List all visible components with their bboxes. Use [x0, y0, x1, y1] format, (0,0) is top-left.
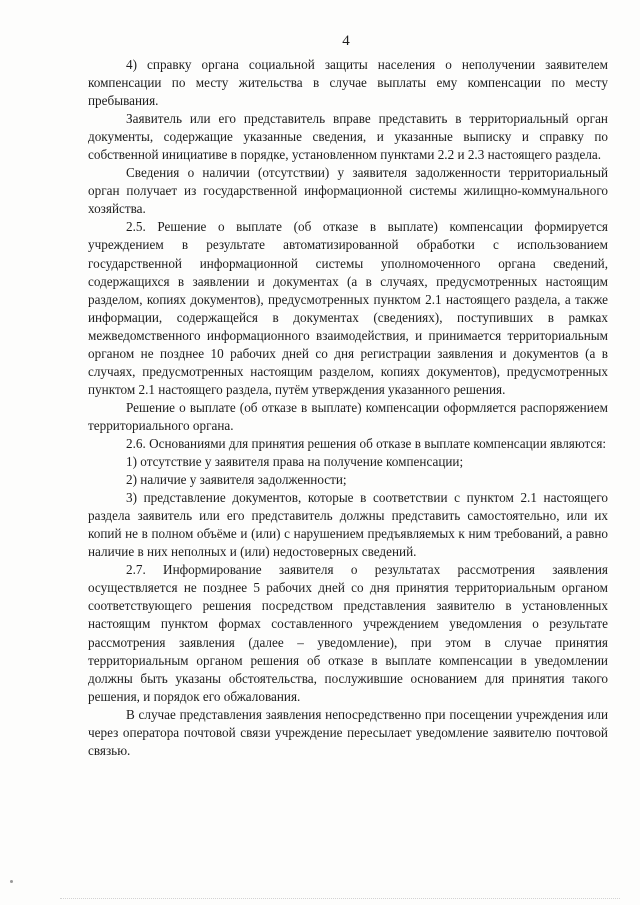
- paragraph-2-6: 2.6. Основаниями для принятия решения об отказе в выплате компенсации являются:: [126, 435, 607, 451]
- list-item-3: 3) представление документов, которые в соответствии с пунктом 2.1 настоящего раздела заявитель или его представитель должны представить самостоятельно, или их копий не в полном объёме и (или) с нарушением предъявляемых к ним требований, а равно наличие в них неполных и (или) недостоверных сведений.: [88, 490, 608, 560]
- paragraph-decision-order: Решение о выплате (об отказе в выплате) компенсации оформляется распоряжением территориального органа.: [88, 399, 608, 433]
- paragraph-item-4: 4) справку органа социальной защиты населения о неполучении заявителем компенсации по месту жительства в случае выплаты ему компенсации по месту пребывания.: [88, 57, 608, 109]
- paragraph-2-7: 2.7. Информирование заявителя о результатах рассмотрения заявления осуществляется не позднее 5 рабочих дней со дня принятия территориальным органом соответствующего решения посредством представления заявителю в установленных настоящим пунктом формах составленного учреждением уведомления о результате рассмотрения заявления (далее – уведомление), при этом в случае принятия территориальным органом решения об отказе в выплате компенсации в уведомлении должны быть указаны обстоятельства, послужившие основанием для принятия такого решения, и порядок его обжалования.: [88, 562, 608, 704]
- document-body: [88, 56, 608, 760]
- paragraph-postal-notice: В случае представления заявления непосредственно при посещении учреждения или через оператора почтовой связи учреждение пересылает уведомление заявителю почтовой связью.: [88, 706, 608, 758]
- paragraph-applicant-right: Заявитель или его представитель вправе представить в территориальный орган документы, содержащие указанные сведения, и указанные выписку и справку по собственной инициативе в порядке, установленном пунктами 2.2 и 2.3 настоящего раздела.: [88, 111, 608, 163]
- scan-artifact-line: [60, 896, 620, 899]
- page-number: 4: [342, 33, 350, 49]
- scan-mark: [10, 880, 13, 883]
- list-item-1: 1) отсутствие у заявителя права на получение компенсации;: [126, 454, 464, 470]
- list-item-2: 2) наличие у заявителя задолженности;: [126, 472, 347, 488]
- paragraph-2-5: 2.5. Решение о выплате (об отказе в выплате) компенсации формируется учреждением в результате автоматизированной обработки с использованием государственной информационной системы уполномоченного органа сведений, содержащихся в заявлении и документах (а в случаях, предусмотренных настоящим разделом, копиях документов), предусмотренных пунктом 2.1 настоящего раздела, а также информации, содержащейся в документах (сведениях), поступивших в рамках межведомственного информационного взаимодействия, и принимается территориальным органом не позднее 10 рабочих дней со дня регистрации заявления и документов (а в случаях, предусмотренных настоящим разделом, копиях документов), предусмотренных пунктом 2.1 настоящего раздела, путём утверждения указанного решения.: [88, 219, 608, 397]
- paragraph-debt-information: Сведения о наличии (отсутствии) у заявителя задолженности территориальный орган получает из государственной информационной системы жилищно-коммунального хозяйства.: [88, 165, 608, 217]
